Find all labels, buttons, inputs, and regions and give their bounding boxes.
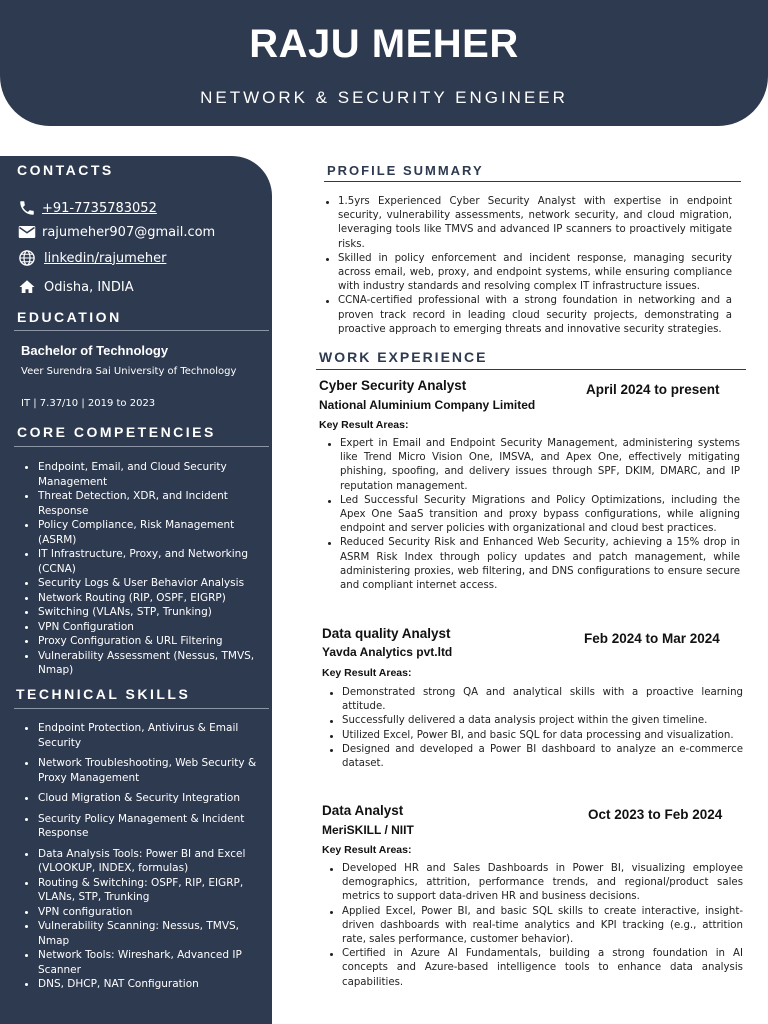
phone-icon — [16, 198, 38, 218]
list-item: Security Logs & User Behavior Analysis — [22, 576, 262, 591]
job-company: Yavda Analytics pvt.ltd — [322, 645, 453, 659]
list-item: VPN Configuration — [22, 620, 262, 635]
job-dates: April 2024 to present — [586, 382, 720, 397]
contact-linkedin[interactable] — [16, 247, 166, 269]
list-item: Security Policy Management & Incident Response — [22, 812, 262, 841]
list-item: Expert in Email and Endpoint Security Management, administering systems like Trend Micro Vision One, IMSVA, and Apex One, effectively mitigating phishing, spoofing, and delivery issues through SPF, DKIM, DMARC, and IP reputation management. — [324, 437, 740, 494]
job-title: Cyber Security Analyst — [319, 378, 467, 393]
list-item: Certified in Azure AI Fundamentals, building a strong foundation in AI concepts and Azure-based intelligence tools to enhance data analysis capabilities. — [326, 947, 743, 990]
work-heading: WORK EXPERIENCE — [319, 349, 488, 365]
home-icon — [16, 277, 38, 297]
list-item: Applied Excel, Power BI, and basic SQL skills to create interactive, insight-driven dashboards with real-time analytics and KPI tracking (e.g., attrition rate, sales performance, customer behavior). — [326, 905, 743, 948]
linkedin-link[interactable]: linkedin/rajumeher — [44, 250, 167, 266]
header-banner — [0, 0, 768, 126]
list-item: 1.5yrs Experienced Cyber Security Analyst with expertise in endpoint security, vulnerability assessments, network security, and cloud migration, leveraging tools like TMVS and advanced IP scanners to proactively mitigate risks. — [322, 195, 732, 252]
list-item: Successfully delivered a data analysis project within the given timeline. — [326, 714, 743, 728]
job-title: Data quality Analyst — [322, 626, 451, 641]
job-dates: Oct 2023 to Feb 2024 — [588, 807, 723, 822]
list-item: Demonstrated strong QA and analytical skills with a proactive learning attitude. — [326, 686, 743, 714]
list-item: Endpoint Protection, Antivirus & Email Security — [22, 721, 262, 750]
education-details: IT | 7.37/10 | 2019 to 2023 — [21, 398, 156, 409]
list-item: Led Successful Security Migrations and Policy Optimizations, including the Apex One SaaS transition and proxy bypass configurations, while aligning endpoint and server policies with organizational and cloud best practices. — [324, 494, 740, 537]
list-item: Designed and developed a Power BI dashboard to analyze an e-commerce dataset. — [326, 743, 743, 771]
education-university: Veer Surendra Sai University of Technology — [21, 366, 237, 377]
list-item: CCNA-certified professional with a strong foundation in networking and a proven track record in leading cloud security projects, demonstrating a proactive approach to emerging threats and innovative security strategies. — [322, 294, 732, 337]
job-company: National Aluminium Company Limited — [319, 398, 536, 412]
list-item: Switching (VLANs, STP, Trunking) — [22, 605, 262, 620]
job-list — [324, 437, 740, 593]
education-divider — [14, 330, 269, 331]
list-item: Network Tools: Wireshark, Advanced IP Scanner — [22, 948, 262, 977]
list-item: Threat Detection, XDR, and Incident Response — [22, 489, 262, 518]
phone-link[interactable]: +91-7735783052 — [42, 200, 157, 216]
contact-email[interactable] — [16, 221, 215, 243]
list-item: DNS, DHCP, NAT Configuration — [22, 977, 262, 992]
job-list — [326, 862, 743, 990]
education-degree: Bachelor of Technology — [21, 343, 169, 358]
contact-phone[interactable] — [16, 197, 157, 219]
list-item: Reduced Security Risk and Enhanced Web Security, achieving a 15% drop in ASRM Risk Index through policy updates and patch management, while administering proxies, web filtering, and DNS configurations to ensure secure and compliant internet access. — [324, 536, 740, 593]
kra-label: Key Result Areas: — [322, 844, 412, 856]
envelope-icon — [16, 222, 38, 242]
skills-divider — [14, 708, 269, 709]
list-item: Utilized Excel, Power BI, and basic SQL for data processing and visualization. — [326, 729, 743, 743]
candidate-title: NETWORK & SECURITY ENGINEER — [200, 88, 568, 107]
skills-list — [22, 721, 262, 992]
job-title: Data Analyst — [322, 803, 404, 818]
kra-label: Key Result Areas: — [319, 419, 409, 431]
email-link[interactable]: rajumeher907@gmail.com — [42, 224, 216, 240]
job-company: MeriSKILL / NIIT — [322, 823, 414, 837]
work-divider — [316, 369, 746, 370]
job-list — [326, 686, 743, 771]
competencies-divider — [14, 446, 269, 447]
education-heading: EDUCATION — [17, 309, 122, 325]
profile-heading: PROFILE SUMMARY — [327, 163, 484, 178]
list-item: Policy Compliance, Risk Management (ASRM) — [22, 518, 262, 547]
profile-divider — [324, 181, 741, 182]
candidate-name: RAJU MEHER — [249, 22, 519, 66]
competencies-list — [22, 460, 262, 678]
list-item: Network Routing (RIP, OSPF, EIGRP) — [22, 591, 262, 606]
list-item: Endpoint, Email, and Cloud Security Management — [22, 460, 262, 489]
profile-list — [322, 195, 732, 337]
list-item: Skilled in policy enforcement and incident response, managing security across email, web, proxy, and endpoint systems, while ensuring compliance with industry standards and resolving complex IT infrastructure issues. — [322, 252, 732, 295]
competencies-heading: CORE COMPETENCIES — [17, 424, 216, 440]
list-item: Proxy Configuration & URL Filtering — [22, 634, 262, 649]
list-item: Developed HR and Sales Dashboards in Power BI, visualizing employee demographics, attrition, performance trends, and regional/product sales metrics to support data-driven HR and business decisions. — [326, 862, 743, 905]
list-item: Network Troubleshooting, Web Security & Proxy Management — [22, 756, 262, 785]
list-item: VPN configuration — [22, 905, 262, 920]
kra-label: Key Result Areas: — [322, 667, 412, 679]
job-dates: Feb 2024 to Mar 2024 — [584, 631, 720, 646]
location-text: Odisha, INDIA — [44, 279, 134, 295]
list-item: Routing & Switching: OSPF, RIP, EIGRP, VLANs, STP, Trunking — [22, 876, 262, 905]
globe-icon — [16, 248, 38, 268]
contacts-heading: CONTACTS — [17, 162, 114, 178]
list-item: Data Analysis Tools: Power BI and Excel (VLOOKUP, INDEX, formulas) — [22, 847, 262, 876]
list-item: IT Infrastructure, Proxy, and Networking (CCNA) — [22, 547, 262, 576]
list-item: Vulnerability Assessment (Nessus, TMVS, Nmap) — [22, 649, 262, 678]
contact-location — [16, 276, 134, 298]
list-item: Cloud Migration & Security Integration — [22, 791, 262, 806]
skills-heading: TECHNICAL SKILLS — [16, 686, 191, 702]
list-item: Vulnerability Scanning: Nessus, TMVS, Nmap — [22, 919, 262, 948]
